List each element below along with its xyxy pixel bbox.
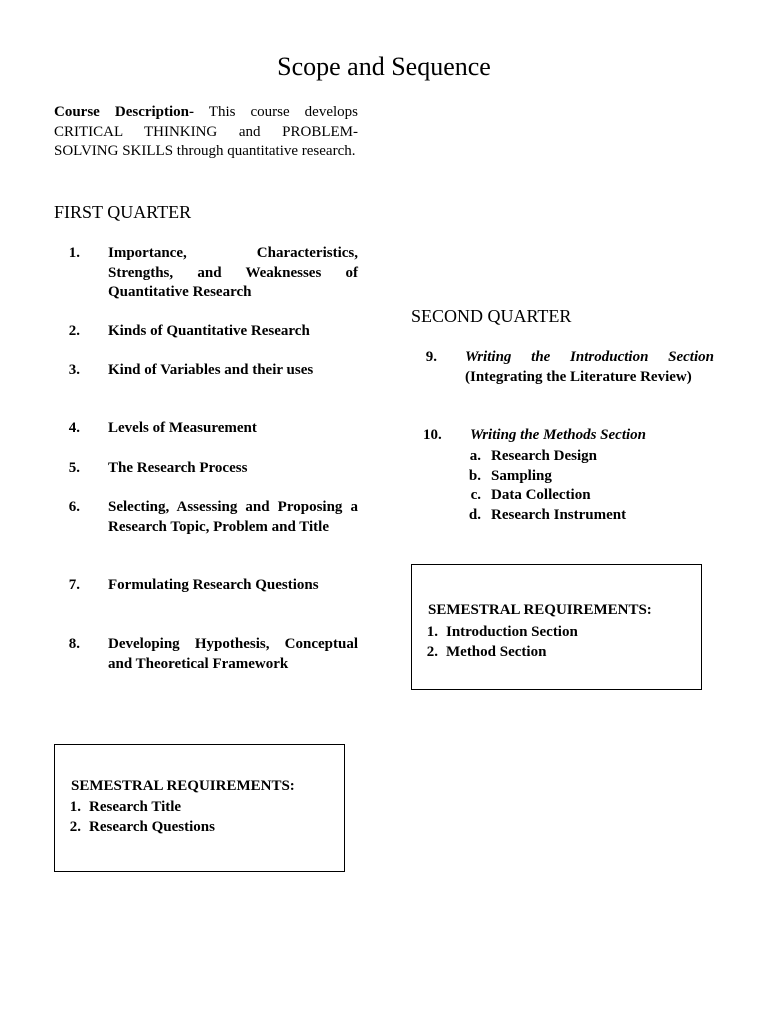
- requirement-number: 2.: [426, 644, 438, 660]
- item-text: Levels of Measurement: [108, 420, 257, 436]
- requirement-item: [418, 642, 546, 662]
- course-description: [54, 103, 358, 162]
- item-number: 10.: [423, 427, 442, 443]
- requirement-text: Introduction Section: [446, 624, 578, 640]
- item-number: 6.: [68, 499, 80, 515]
- requirement-number: 1.: [426, 624, 438, 640]
- sub-item-letter: c.: [470, 487, 481, 503]
- item-text: Importance, Characteristics, Strengths, and Weaknesses of Quantitative Research: [108, 245, 358, 301]
- sub-item-text: Data Collection: [491, 487, 591, 503]
- requirement-number: 1.: [69, 799, 81, 815]
- item-number: 8.: [68, 636, 80, 652]
- sub-item-text: Research Instrument: [491, 507, 627, 523]
- page-title: Scope and Sequence: [277, 52, 491, 81]
- course-description-label: Course Description-: [54, 104, 195, 120]
- requirement-item: [418, 622, 578, 642]
- sub-item-letter: d.: [468, 507, 481, 523]
- list-item: [54, 419, 358, 439]
- requirements-heading: SEMESTRAL REQUIREMENTS:: [428, 602, 652, 618]
- list-item: [54, 498, 358, 558]
- item-text: Selecting, Assessing and Proposing a Research Topic, Problem and Title: [108, 499, 358, 535]
- item-number: 9.: [425, 349, 437, 365]
- list-item: [54, 244, 358, 304]
- item-number: 2.: [68, 323, 80, 339]
- list-item: [54, 576, 358, 616]
- item-text: Kinds of Quantitative Research: [108, 323, 310, 339]
- item-text: Formulating Research Questions: [108, 577, 319, 593]
- list-item: [411, 426, 715, 446]
- item-number: 4.: [68, 420, 80, 436]
- item-number: 1.: [68, 245, 80, 261]
- list-item: [54, 361, 358, 401]
- sub-item: [463, 466, 552, 486]
- item-text: Kind of Variables and their uses: [108, 362, 314, 378]
- requirement-item: [61, 817, 215, 837]
- requirements-heading: SEMESTRAL REQUIREMENTS:: [71, 778, 295, 794]
- item-number: 7.: [68, 577, 80, 593]
- semestral-requirements-box-1: [54, 744, 345, 872]
- sub-item-text: Sampling: [491, 468, 552, 484]
- item-text: [470, 426, 719, 446]
- item-number: 3.: [68, 362, 80, 378]
- requirement-text: Research Title: [89, 799, 182, 815]
- sub-item: [463, 505, 626, 525]
- item-title: Writing the Introduction Section: [465, 349, 714, 365]
- item-text: The Research Process: [108, 460, 248, 476]
- sub-item-letter: a.: [469, 448, 481, 464]
- course-description-text: This course develops CRITICAL THINKING and PROBLEM-SOLVING SKILLS through quantitative research.: [54, 104, 358, 160]
- list-item: [54, 459, 358, 479]
- first-quarter-heading: FIRST QUARTER: [54, 202, 192, 222]
- second-quarter-heading: SECOND QUARTER: [411, 306, 572, 326]
- requirement-text: Research Questions: [89, 819, 215, 835]
- list-item: [411, 348, 715, 408]
- requirement-item: [61, 797, 181, 817]
- requirement-text: Method Section: [446, 644, 547, 660]
- list-item: [54, 322, 358, 342]
- item-text: [465, 348, 714, 387]
- item-title: Writing the Methods Section: [470, 427, 647, 443]
- semestral-requirements-box-2: [411, 564, 702, 690]
- sub-item: [463, 446, 597, 466]
- sub-item: [463, 485, 591, 505]
- sub-item-letter: b.: [468, 468, 481, 484]
- sub-item-text: Research Design: [491, 448, 597, 464]
- list-item: [54, 635, 358, 695]
- item-text: Developing Hypothesis, Conceptual and Theoretical Framework: [108, 636, 358, 672]
- item-detail: (Integrating the Literature Review): [465, 368, 692, 385]
- requirement-number: 2.: [69, 819, 81, 835]
- item-number: 5.: [68, 460, 80, 476]
